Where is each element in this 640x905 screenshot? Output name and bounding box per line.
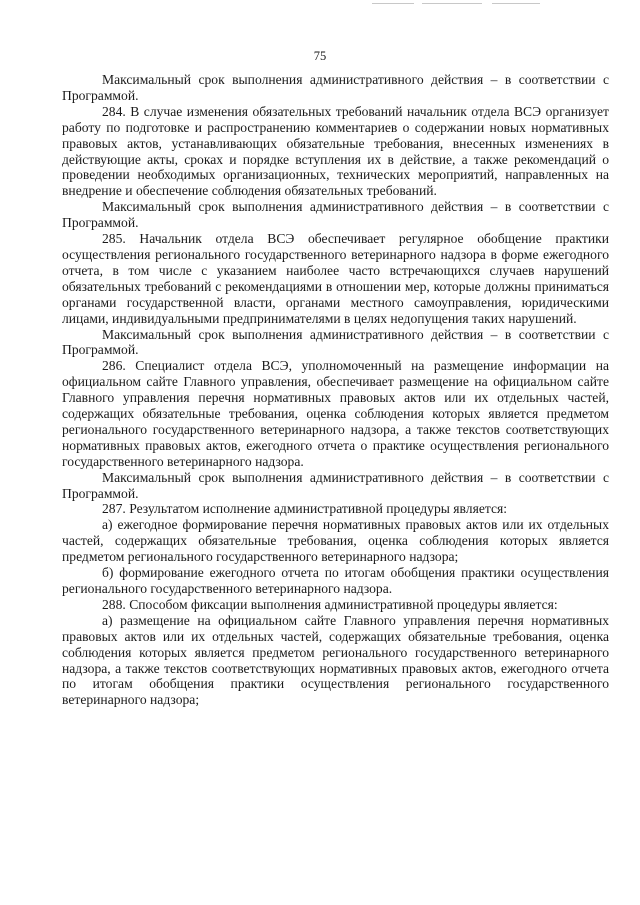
paragraph-deadline: Максимальный срок выполнения административного действия – в соответствии с Программой. — [62, 72, 609, 103]
paragraph-deadline: Максимальный срок выполнения административного действия – в соответствии с Программой. — [62, 469, 609, 501]
paragraph-284: 284. В случае изменения обязательных требований начальник отдела ВСЭ организует работу по подготовке и распространению комментариев о содержании новых нормативных правовых актов, устанавливающих обязательные требования, внесенных изменениях в действующие акты, сроках и порядке вступления их в действие, а также рекомендаций о проведении необходимых организационных, технических мероприятий, направленных на внедрение и обеспечение соблюдения обязательных требований. — [62, 103, 609, 199]
scan-artifact — [492, 3, 540, 4]
paragraph-deadline: Максимальный срок выполнения административного действия – в соответствии с Программой. — [62, 326, 609, 358]
paragraph-288-a: а) размещение на официальном сайте Главного управления перечня нормативных правовых актов или их отдельных частей, содержащих обязательные требования, оценка соблюдения которых является предметом регионального государственного ветеринарного надзора, а также текстов соответствующих нормативных правовых актов, ежегодного отчета по итогам обобщения практики осуществления регионального государственного ветеринарного надзора; — [62, 612, 609, 708]
paragraph-286: 286. Специалист отдела ВСЭ, уполномоченный на размещение информации на официальном сайте Главного управления, обеспечивает размещение на официальном сайте Главного управления перечня нормативных правовых актов или их отдельных частей, содержащих обязательные требования, оценка соблюдения которых является предметом регионального государственного ветеринарного надзора, а также текстов соответствующих нормативных правовых актов, ежегодного отчета о практике осуществления регионального государственного ветеринарного надзора. — [62, 358, 609, 469]
page-number: 75 — [313, 49, 327, 63]
document-body — [62, 72, 609, 708]
scan-artifact — [372, 3, 414, 4]
paragraph-287-b: б) формирование ежегодного отчета по итогам обобщения практики осуществления регионального государственного ветеринарного надзора. — [62, 565, 609, 596]
paragraph-deadline: Максимальный срок выполнения административного действия – в соответствии с Программой. — [62, 199, 609, 231]
paragraph-288: 288. Способом фиксации выполнения административной процедуры является: — [102, 596, 558, 612]
scan-artifact — [422, 3, 482, 4]
paragraph-285: 285. Начальник отдела ВСЭ обеспечивает регулярное обобщение практики осуществления регионального государственного ветеринарного надзора в форме ежегодного отчета, в том числе с указанием наиболее часто встречающихся случаев нарушений обязательных требований с рекомендациями в отношении мер, которые должны приниматься органами государственной власти, органами местного самоуправления, юридическими лицами, индивидуальными предпринимателями в целях недопущения таких нарушений. — [62, 231, 609, 326]
paragraph-287: 287. Результатом исполнение административной процедуры является: — [102, 501, 508, 517]
paragraph-287-a: а) ежегодное формирование перечня нормативных правовых актов или их отдельных частей, содержащих обязательные требования, оценка соблюдения которых является предметом регионального государственного ветеринарного надзора; — [62, 517, 609, 565]
